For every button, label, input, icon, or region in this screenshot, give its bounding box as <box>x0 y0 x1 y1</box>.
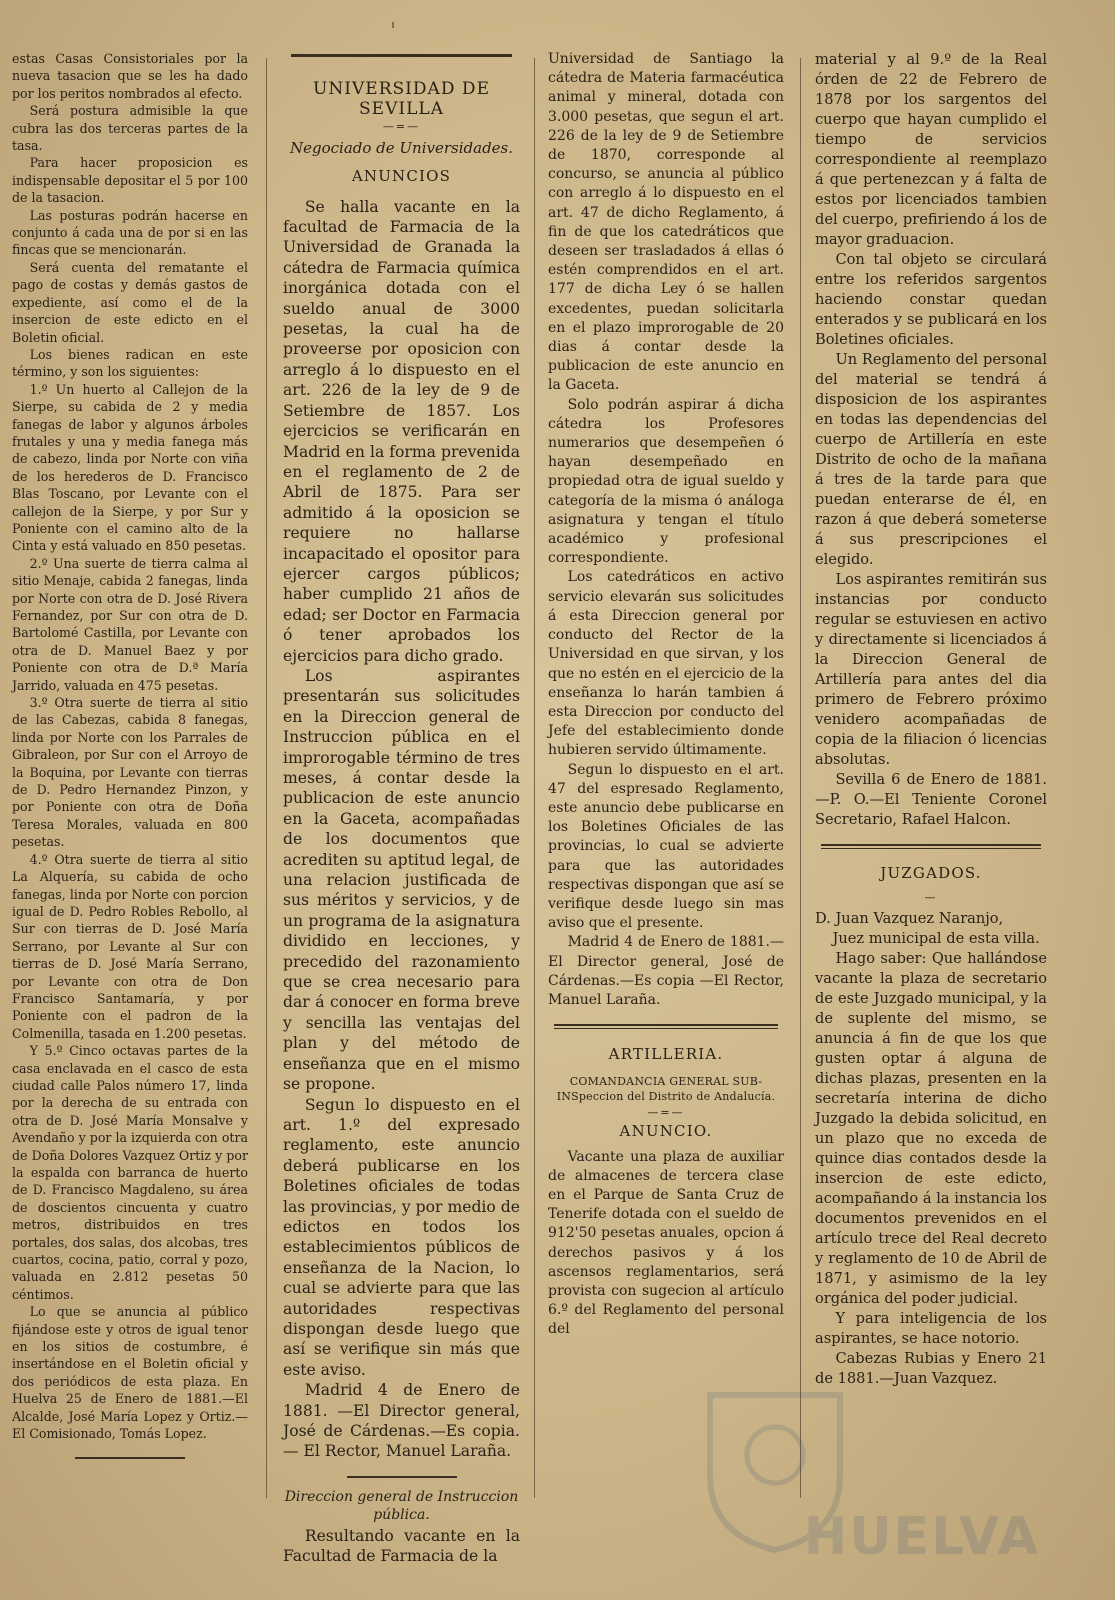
col1-paragraph: Los bienes radican en este término, y son los siguientes: <box>12 346 248 380</box>
anuncio-paragraph: Segun lo dispuesto en el art. 1.º del expresado reglamento, este anuncio deberá publicarse en los Boletines oficiales de todas las provincias, y por medio de edictos en todos los establecimientos públicos de enseñanza de la Nacion, lo cual se advierte para que las autoridades respectivas dispongan desde luego que así se verifique sin más que este aviso. <box>283 1095 520 1379</box>
artilleria-heading: ARTILLERIA. <box>608 1045 724 1064</box>
col1-paragraph: 4.º Otra suerte de tierra al sitio La Alquería, su cabida de ocho fanegas, linda por Norte con porcion igual de D. Pedro Robles Rebollo, al Sur con tierras de D. José María Serrano, por Levante al Sur con tierras de D. José María Serrano, por Levante con otra de Don Francisco Santamaría, y por Poniente con el padron de la Colmenilla, tasada en 1.200 pesetas. <box>12 851 248 1041</box>
col1-paragraph: 1.º Un huerto al Callejon de la Sierpe, su cabida de 2 y media fanegas de labor y algunos árboles frutales y una y media fanega más de cabezo, linda por Norte con viña de los herederos de D. Francisco Blas Toscano, por Levante con el callejon de la Sierpe, y por Sur y Poniente con el camino alto de la Cinta y está valuado en 850 pesetas. <box>12 381 248 554</box>
col1-paragraph: Será cuenta del rematante el pago de costas y demás gastos de expediente, así como el de la insercion de este edicto en el Boletin oficial. <box>12 259 248 345</box>
direccion-heading: Direccion general de Instruccion pública. <box>284 1488 519 1523</box>
heading-ornament: — <box>924 891 938 904</box>
col4-paragraph: material y al 9.º de la Real órden de 22 de Febrero de 1878 por los sargentos del cuerpo que hayan cumplido el tiempo de servicios correspondiente al reemplazo á que pertenezcan y á falta de estos por licenciados tambien del cuerpo, prefiriendo á los de mayor graduacion. <box>815 51 1047 248</box>
col1-paragraph: Y 5.º Cinco octavas partes de la casa enclavada en el casco de esta ciudad calle Palos número 17, linda por la derecha de su entrada con otra de D. José María Monsalve y Avendaño y por la izquierda con otra de Doña Dolores Vazquez Ortiz y por la espalda con barranca de huerto de D. Francisco Magdaleno, su área de doscientos cincuenta y cuatro metros, distribuidos en tres portales, dos salas, dos alcobas, tres cuartos, cocina, patio, corral y pozo, valuada en 2.812 pesetas 50 céntimos. <box>12 1043 248 1302</box>
anuncio-paragraph: Los aspirantes presentarán sus solicitudes en la Direccion general de Instruccion pública en el improrogable término de tres meses, á contar desde la publicacion de este anuncio en la Gaceta, acompañadas de los documentos que acrediten su aptitud legal, de una relacion justificada de sus méritos y servicios, y de un programa de la asignatura dividido en lecciones, y precedido del razonamiento que se crea necesario para dar á conocer en forma breve y sencilla las ventajas del plan y del método de enseñanza que en el mismo se propone. <box>283 666 520 1094</box>
column-rule <box>266 58 267 1498</box>
column-1 <box>12 50 248 1500</box>
heading-ornament: —=— <box>382 119 421 133</box>
comandancia-subheading: COMANDANCIA GENERAL SUB-INSpeccion del Distrito de Andalucía. <box>556 1075 776 1104</box>
col3-paragraph: Solo podrán aspirar á dicha cátedra los Profesores numerarios que desempeñen ó hayan desempeñado en propiedad otra de igual sueldo y categoría de la misma ó análoga asignatura y tengan el título académico y profesional correspondiente. <box>548 396 784 567</box>
column-4 <box>815 50 1047 1500</box>
col4-paragraph: Con tal objeto se circulará entre los referidos sargentos haciendo constar quedan enterados y se publicará en los Boletines oficiales. <box>815 251 1047 348</box>
column-2 <box>283 50 520 1566</box>
col1-paragraph: 2.º Una suerte de tierra calma al sitio Menaje, cabida 2 fanegas, linda por Norte con otra de D. José Rivera Fernandez, por Sur con otra de D. Bartolomé Castilla, por Levante con otra de D. Manuel Baez y por Poniente con otra de D.ª María Jarrido, valuada en 475 pesetas. <box>12 555 248 693</box>
section-divider <box>75 1457 185 1459</box>
col1-paragraph: Las posturas podrán hacerse en conjunto á cada una de por si en las fincas que se mencionarán. <box>12 207 248 258</box>
col4-paragraph: Un Reglamento del personal del material se tendrá á disposicion de los aspirantes en todas las dependencias del cuerpo de Artillería en este Distrito de ocho de la mañana á tres de la tarde para que puedan enterarse de él, en razon á que deberá someterse á sus prescripciones el elegido. <box>815 351 1047 568</box>
watermark-text: HUELVA <box>803 1507 1040 1567</box>
judge-title: Juez municipal de esta villa. <box>832 930 1040 947</box>
print-mark <box>392 22 394 28</box>
anuncio-paragraph: Se halla vacante en la facultad de Farmacia de la Universidad de Granada la cátedra de Farmacia química inorgánica dotada con el sueldo anual de 3000 pesetas, la cual ha de proveerse por oposicion con arreglo á lo dispuesto en el art. 226 de la ley de 9 de Setiembre de 1857. Los ejercicios se verificarán en Madrid en la forma prevenida en el reglamento de 2 de Abril de 1875. Para ser admitido á la oposicion se requiere no hallarse incapacitado el opositor para ejercer cargos públicos; haber cumplido 21 años de edad; ser Doctor en Farmacia ó tener aprobados los ejercicios para dicho grado. <box>283 197 520 665</box>
juzgados-heading: JUZGADOS. <box>880 864 982 882</box>
col3-paragraph: Segun lo dispuesto en el art. 47 del espresado Reglamento, este anuncio debe publicarse en los Boletines Oficiales de las provincias, lo cual se advierte para que las autoridades respectivas dispongan que así se verifique desde luego sin mas aviso que el presente. <box>548 761 784 932</box>
universidad-heading: UNIVERSIDAD DE SEVILLA <box>312 79 491 120</box>
col4-paragraph: Los aspirantes remitirán sus instancias por conducto regular se estuviesen en activo y directamente si licenciados á la Direccion General de Artillería para antes del dia primero de Febrero próximo venidero acompañadas de copia de la filiacion ó licencias absolutas. <box>815 571 1047 768</box>
col3-paragraph: Los catedráticos en activo servicio elevarán sus solicitudes á esta Direccion general por conducto del Rector de la Universidad en que sirvan, y los que no estén en el ejercicio de la enseñanza lo harán tambien á esta Direccion por conducto del Jefe del establecimiento donde hubieren servido últimamente. <box>548 569 784 759</box>
judge-name: D. Juan Vazquez Naranjo, <box>815 910 1004 927</box>
section-divider <box>347 1476 457 1478</box>
col3-paragraph: Vacante una plaza de auxiliar de almacenes de tercera clase en el Parque de Santa Cruz de Tenerife dotada con el sueldo de 912'50 pesetas anuales, opcion á derechos pasivos y á los ascensos reglamentarios, será provista con sugecion al artículo 6.º del Reglamento del personal del <box>548 1148 784 1338</box>
column-3 <box>548 50 784 1500</box>
col1-paragraph: Para hacer proposicion es indispensable depositar el 5 por 100 de la tasacion. <box>12 155 248 206</box>
col1-paragraph: Será postura admisible la que cubra las dos terceras partes de la tasa. <box>12 103 248 154</box>
anuncio-heading: ANUNCIO. <box>619 1122 713 1141</box>
col1-paragraph: Lo que se anuncia al público fijándose este y otros de igual tenor en los sitios de costumbre, é insertándose en el Boletin oficial y dos periódicos de esta plaza. En Huelva 25 de Enero de 1881.—El Alcalde, José María Lopez y Ortiz.—El Comisionado, Tomás Lopez. <box>12 1304 248 1442</box>
section-divider <box>554 1024 778 1029</box>
col3-signature: Madrid 4 de Enero de 1881.—El Director general, José de Cárdenas.—Es copia —El Rector, Manuel Laraña. <box>548 934 784 1008</box>
column-rule <box>534 58 535 1498</box>
col4-signature: Cabezas Rubias y Enero 21 de 1881.—Juan Vazquez. <box>815 1350 1047 1387</box>
section-divider <box>821 844 1041 849</box>
col3-paragraph: Universidad de Santiago la cátedra de Materia farmacéutica animal y mineral, dotada con 3.000 pesetas, que segun el art. 226 de la ley de 9 de Setiembre de 1870, corresponde al concurso, se anuncia al público con arreglo á lo dispuesto en el art. 47 de dicho Reglamento, á fin de que los catedráticos que deseen ser trasladados á ellas ó estén comprendidos en el art. 177 de dicha Ley ó se hallen excedentes, puedan solicitarla en el plazo improrogable de 20 dias á contar desde la publicacion de este anuncio en la Gaceta. <box>548 51 784 394</box>
anuncio-signature: Madrid 4 de Enero de 1881. —El Director general, José de Cárdenas.—Es copia.— El Rector, Manuel Laraña. <box>283 1381 520 1461</box>
col4-paragraph: Y para inteligencia de los aspirantes, se hace notorio. <box>815 1310 1047 1347</box>
heading-ornament: —=— <box>647 1106 685 1120</box>
col1-paragraph: 3.º Otra suerte de tierra al sitio de las Cabezas, cabida 8 fanegas, linda por Norte con los Parrales de Gibraleon, por Sur con el Arroyo de la Boquina, por Levante con tierras de D. Pedro Hernandez Pinzon, y por Poniente con otra de Doña Teresa Morales, valuada en 800 pesetas. <box>12 695 248 850</box>
col4-signature: Sevilla 6 de Enero de 1881.—P. O.—El Teniente Coronel Secretario, Rafael Halcon. <box>815 771 1047 828</box>
negociado-subheading: Negociado de Universidades. <box>289 138 514 157</box>
anuncio-paragraph: Resultando vacante en la Facultad de Farmacia de la <box>283 1526 520 1566</box>
header-rule <box>291 54 512 57</box>
anuncios-heading: ANUNCIOS <box>351 167 452 186</box>
col1-paragraph: estas Casas Consistoriales por la nueva tasacion que se les ha dado por los peritos nombrados al efecto. <box>12 51 248 101</box>
column-rule <box>800 58 801 1498</box>
col4-paragraph: Hago saber: Que hallándose vacante la plaza de secretario de este Juzgado municipal, y la de suplente del mismo, se anuncia á fin de que los que gusten optar á alguna de dichas plazas, presenten en la secretaría interina de dicho Juzgado la debida solicitud, en un plazo que no exceda de quince dias contados desde la insercion de este edicto, acompañando á la instancia los documentos prevenidos en el artículo trece del Real decreto y reglamento de 10 de Abril de 1871, y asimismo de la ley orgánica del poder judicial. <box>815 950 1047 1307</box>
